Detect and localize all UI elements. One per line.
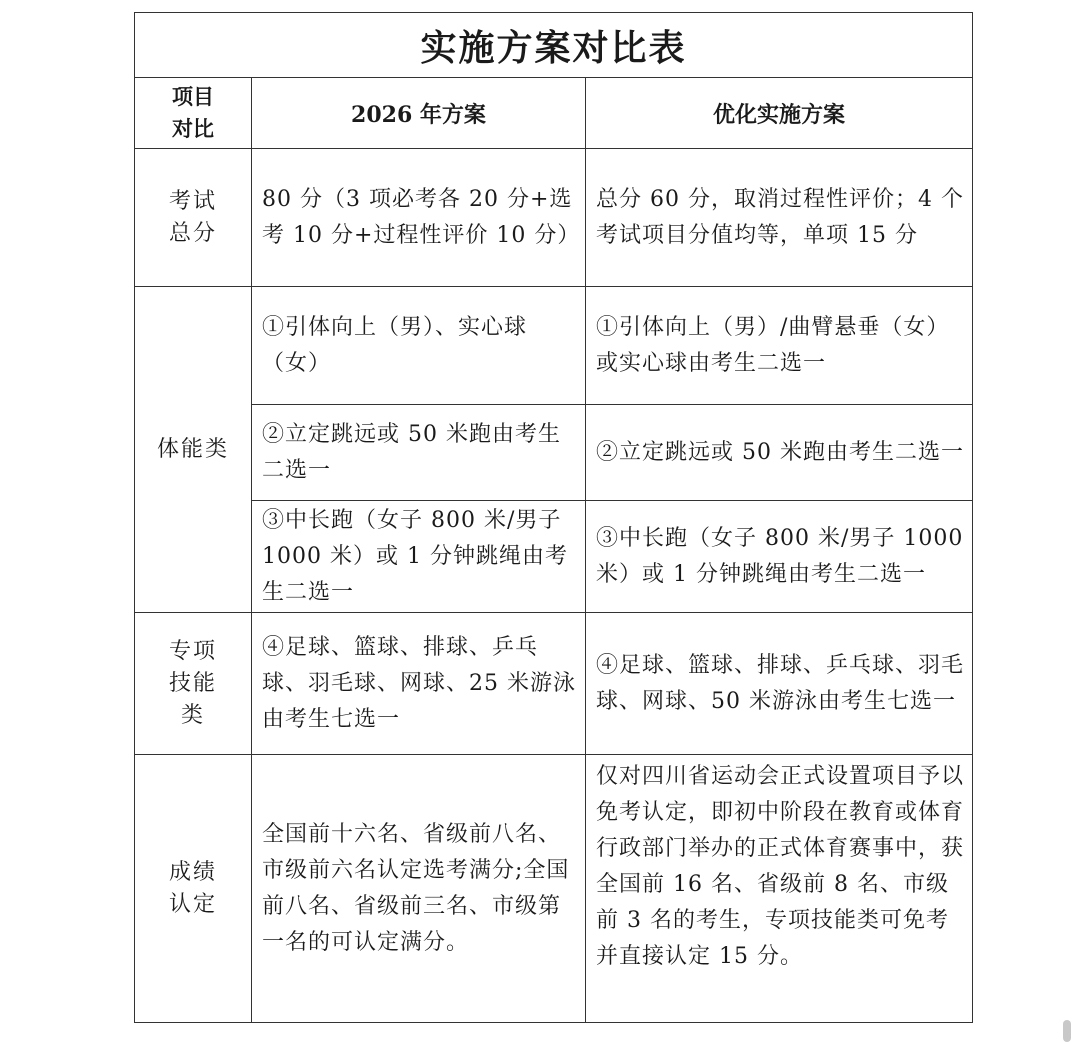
cell-2026-skill: ④足球、篮球、排球、乒乓球、羽毛球、网球、25 米游泳由考生七选一 <box>252 613 586 755</box>
header-item-line1: 项目 <box>172 84 214 109</box>
cell-2026-total-score: 80 分（3 项必考各 20 分+选考 10 分+过程性评价 10 分） <box>252 149 586 287</box>
table-row-physical-1 <box>135 287 973 405</box>
category-total-score <box>135 149 252 287</box>
header-plan-2026: 2026 年方案 <box>252 78 586 149</box>
category-line: 认定 <box>168 891 217 917</box>
cell-optimized-physical-2: ②立定跳远或 50 米跑由考生二选一 <box>586 405 973 501</box>
table-row-physical-2 <box>135 405 973 501</box>
category-line: 成绩 <box>168 859 217 885</box>
table-row-skill <box>135 613 973 755</box>
cell-optimized-certification: 仅对四川省运动会正式设置项目予以免考认定，即初中阶段在教育或体育行政部门举办的正式体育赛事中，获全国前 16 名、省级前 8 名、市级前 3 名的考生，专项技能类可免考并直接认定 15 分。 <box>586 755 973 1023</box>
scrollbar-thumb[interactable] <box>1063 1020 1071 1042</box>
category-line: 技能 <box>168 670 217 696</box>
cell-2026-physical-3: ③中长跑（女子 800 米/男子 1000 米）或 1 分钟跳绳由考生二选一 <box>252 501 586 613</box>
cell-optimized-total-score: 总分 60 分，取消过程性评价；4 个考试项目分值均等，单项 15 分 <box>586 149 973 287</box>
header-optimized-plan: 优化实施方案 <box>586 78 973 149</box>
header-item-line2: 对比 <box>172 116 214 141</box>
category-certification <box>135 755 252 1023</box>
table-title: 实施方案对比表 <box>135 13 973 78</box>
category-physical: 体能类 <box>135 287 252 613</box>
category-line: 总分 <box>168 220 217 246</box>
category-line: 专项 <box>168 638 217 664</box>
cell-optimized-skill: ④足球、篮球、排球、乒乓球、羽毛球、网球、50 米游泳由考生七选一 <box>586 613 973 755</box>
header-item-compare <box>135 78 252 149</box>
cell-2026-certification: 全国前十六名、省级前八名、市级前六名认定选考满分;全国前八名、省级前三名、市级第一名的可认定满分。 <box>252 755 586 1023</box>
comparison-table <box>134 12 973 1023</box>
cell-2026-physical-1: ①引体向上（男）、实心球（女） <box>252 287 586 405</box>
category-skill <box>135 613 252 755</box>
cell-2026-physical-2: ②立定跳远或 50 米跑由考生二选一 <box>252 405 586 501</box>
category-line: 考试 <box>168 188 217 214</box>
table-row-physical-3 <box>135 501 973 613</box>
header-row <box>135 78 973 149</box>
table-row-total-score <box>135 149 973 287</box>
cell-optimized-physical-1: ①引体向上（男）/曲臂悬垂（女）或实心球由考生二选一 <box>586 287 973 405</box>
table-row-certification <box>135 755 973 1023</box>
cell-optimized-physical-3: ③中长跑（女子 800 米/男子 1000 米）或 1 分钟跳绳由考生二选一 <box>586 501 973 613</box>
category-line: 类 <box>180 702 205 728</box>
